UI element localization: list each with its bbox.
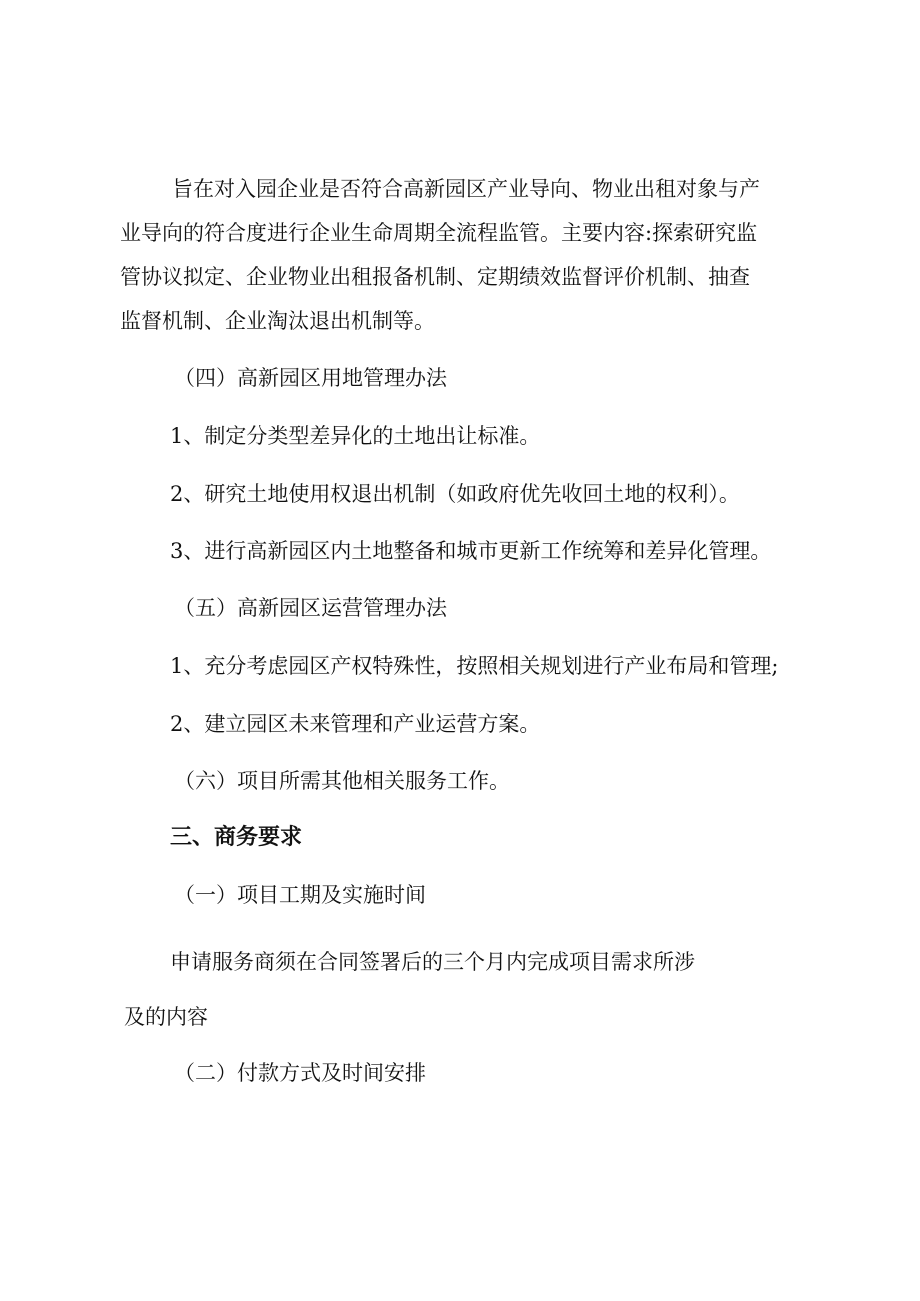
paragraph-line: 申请服务商须在合同签署后的三个月内完成项目需求所涉: [170, 950, 695, 974]
section-heading: （五）高新园区运营管理办法: [174, 596, 447, 620]
list-item: 2、建立园区未来管理和产业运营方案。: [170, 712, 541, 736]
list-item: 1、制定分类型差异化的土地出让标准。: [170, 424, 541, 448]
list-item: 1、充分考虑园区产权特殊性，按照相关规划进行产业布局和管理;: [170, 654, 779, 678]
paragraph-line: 监督机制、企业淘汰退出机制等。: [120, 309, 435, 333]
paragraph-line: 业导向的符合度进行企业生命周期全流程监管。主要内容:探索研究监: [120, 221, 758, 245]
section-heading: （一）项目工期及实施时间: [174, 883, 426, 907]
paragraph-line: 旨在对入园企业是否符合高新园区产业导向、物业出租对象与产: [172, 177, 760, 201]
list-item: 2、研究土地使用权退出机制（如政府优先收回土地的权利）。: [170, 482, 740, 506]
section-heading: （二）付款方式及时间安排: [174, 1061, 426, 1085]
section-heading: （四）高新园区用地管理办法: [174, 366, 447, 390]
list-item: 3、进行高新园区内土地整备和城市更新工作统筹和差异化管理。: [170, 539, 772, 563]
paragraph-line: 及的内容: [124, 1005, 208, 1029]
section-heading: （六）项目所需其他相关服务工作。: [174, 769, 510, 793]
chapter-heading: 三、商务要求: [170, 825, 303, 850]
paragraph-line: 管协议拟定、企业物业出租报备机制、定期绩效监督评价机制、抽查: [120, 265, 750, 289]
